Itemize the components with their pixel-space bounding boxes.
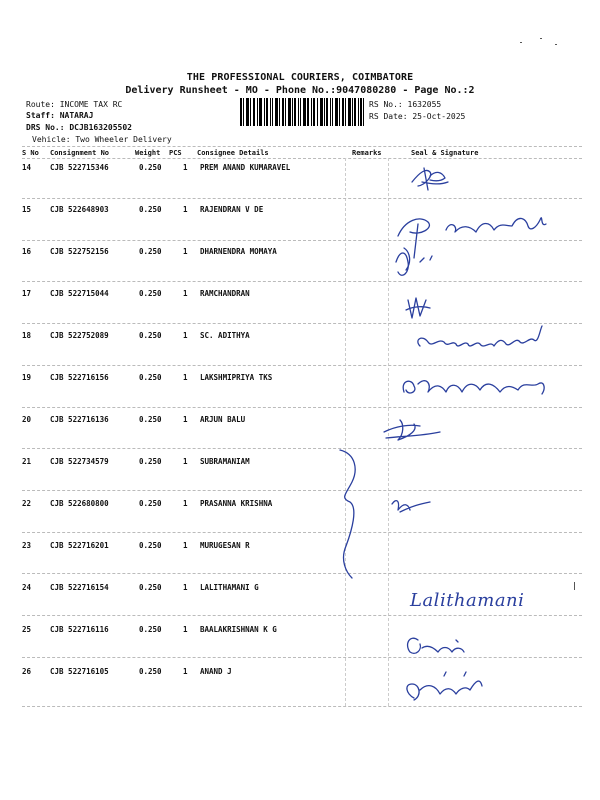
cell-consignment: CJB 522752156	[50, 247, 109, 256]
runsheet-subtitle: Delivery Runsheet - MO - Phone No.:9047080280 - Page No.:2	[125, 85, 475, 96]
runsheet-title: THE PROFESSIONAL COURIERS, COIMBATORE	[186, 72, 414, 83]
cell-consignee: LAKSHMIPRIYA TKS	[200, 373, 273, 382]
signature-row-16	[404, 248, 432, 270]
bracket-mark	[340, 450, 355, 578]
cell-consignee: MURUGESAN R	[200, 541, 250, 550]
signature-row-24: Lalithamani	[410, 590, 525, 611]
cell-sno: 15	[22, 205, 32, 214]
cell-weight: 0.250	[139, 583, 162, 592]
cell-pcs: 1	[183, 373, 188, 382]
cell-pcs: 1	[183, 415, 188, 424]
cell-sno: 14	[22, 163, 32, 172]
vehicle-label: Vehicle: Two Wheeler Delivery	[32, 135, 172, 144]
scan-speck	[540, 38, 542, 39]
cell-consignment: CJB 522716116	[50, 625, 109, 634]
cell-consignment: CJB 522715346	[50, 163, 109, 172]
cell-consignment: CJB 522716105	[50, 667, 109, 676]
col-consignment: Consignment No	[50, 149, 110, 157]
cell-consignee: BAALAKRISHNAN K G	[200, 625, 277, 634]
cell-consignment: CJB 522716136	[50, 415, 109, 424]
cell-consignee: ARJUN BALU	[200, 415, 246, 424]
cell-consignee: PREM ANAND KUMARAVEL	[200, 163, 291, 172]
cell-sno: 26	[22, 667, 32, 676]
cell-sno: 22	[22, 499, 32, 508]
cell-weight: 0.250	[139, 247, 162, 256]
cell-weight: 0.250	[139, 541, 162, 550]
cell-weight: 0.250	[139, 163, 162, 172]
signature-row-14	[412, 168, 448, 190]
cell-weight: 0.250	[139, 625, 162, 634]
cell-pcs: 1	[183, 583, 188, 592]
scan-speck	[520, 42, 522, 43]
cell-weight: 0.250	[139, 457, 162, 466]
cell-consignment: CJB 522752089	[50, 331, 109, 340]
signature-row-25	[408, 638, 464, 653]
cell-consignee: LALITHAMANI G	[200, 583, 259, 592]
cell-pcs: 1	[183, 625, 188, 634]
cell-weight: 0.250	[139, 499, 162, 508]
signature-row-17	[406, 298, 430, 318]
cell-pcs: 1	[183, 457, 188, 466]
rs-number: RS No.: 1632055	[369, 100, 442, 109]
cell-sno: 20	[22, 415, 32, 424]
signature-row-19	[403, 381, 544, 394]
scan-speck	[574, 582, 575, 590]
cell-consignee: SC. ADITHYA	[200, 331, 250, 340]
cell-weight: 0.250	[139, 667, 162, 676]
signature-row-22	[392, 501, 430, 512]
cell-pcs: 1	[183, 541, 188, 550]
cell-consignee: ANAND J	[200, 667, 232, 676]
cell-sno: 19	[22, 373, 32, 382]
cell-consignment: CJB 522734579	[50, 457, 109, 466]
cell-sno: 23	[22, 541, 32, 550]
cell-pcs: 1	[183, 163, 188, 172]
col-seal-signature: Seal & Signature	[411, 149, 479, 157]
cell-pcs: 1	[183, 247, 188, 256]
col-sno: S No	[22, 149, 39, 157]
cell-consignment: CJB 522680800	[50, 499, 109, 508]
staff-label: Staff: NATARAJ	[26, 111, 94, 120]
cell-sno: 21	[22, 457, 32, 466]
cell-weight: 0.250	[139, 415, 162, 424]
signature-row-26	[407, 672, 482, 700]
cell-consignment: CJB 522716154	[50, 583, 109, 592]
scan-speck	[555, 44, 557, 45]
cell-sno: 24	[22, 583, 32, 592]
cell-pcs: 1	[183, 331, 188, 340]
cell-sno: 17	[22, 289, 32, 298]
cell-consignee: RAMCHANDRAN	[200, 289, 250, 298]
cell-pcs: 1	[183, 289, 188, 298]
cell-sno: 16	[22, 247, 32, 256]
cell-consignment: CJB 522715044	[50, 289, 109, 298]
cell-consignee: SUBRAMANIAM	[200, 457, 250, 466]
cell-consignee: PRASANNA KRISHNA	[200, 499, 273, 508]
signature-row-15	[396, 218, 546, 276]
drs-label: DRS No.: DCJB163205502	[26, 123, 132, 132]
cell-weight: 0.250	[139, 205, 162, 214]
cell-consignee: DHARNENDRA MOMAYA	[200, 247, 277, 256]
signature-row-20	[384, 420, 440, 440]
cell-sno: 18	[22, 331, 32, 340]
cell-consignment: CJB 522716156	[50, 373, 109, 382]
cell-weight: 0.250	[139, 373, 162, 382]
rs-date: RS Date: 25-Oct-2025	[369, 112, 466, 121]
cell-weight: 0.250	[139, 289, 162, 298]
cell-pcs: 1	[183, 205, 188, 214]
col-remarks: Remarks	[352, 149, 382, 157]
col-pcs: PCS	[169, 149, 182, 157]
cell-pcs: 1	[183, 667, 188, 676]
cell-consignee: RAJENDRAN V DE	[200, 205, 264, 214]
cell-consignment: CJB 522648903	[50, 205, 109, 214]
col-weight: Weight	[135, 149, 161, 157]
col-consignee: Consignee Details	[197, 149, 269, 157]
cell-weight: 0.250	[139, 331, 162, 340]
cell-consignment: CJB 522716201	[50, 541, 109, 550]
cell-sno: 25	[22, 625, 32, 634]
route-label: Route: INCOME TAX RC	[26, 100, 123, 109]
signature-row-18	[418, 326, 542, 346]
cell-pcs: 1	[183, 499, 188, 508]
